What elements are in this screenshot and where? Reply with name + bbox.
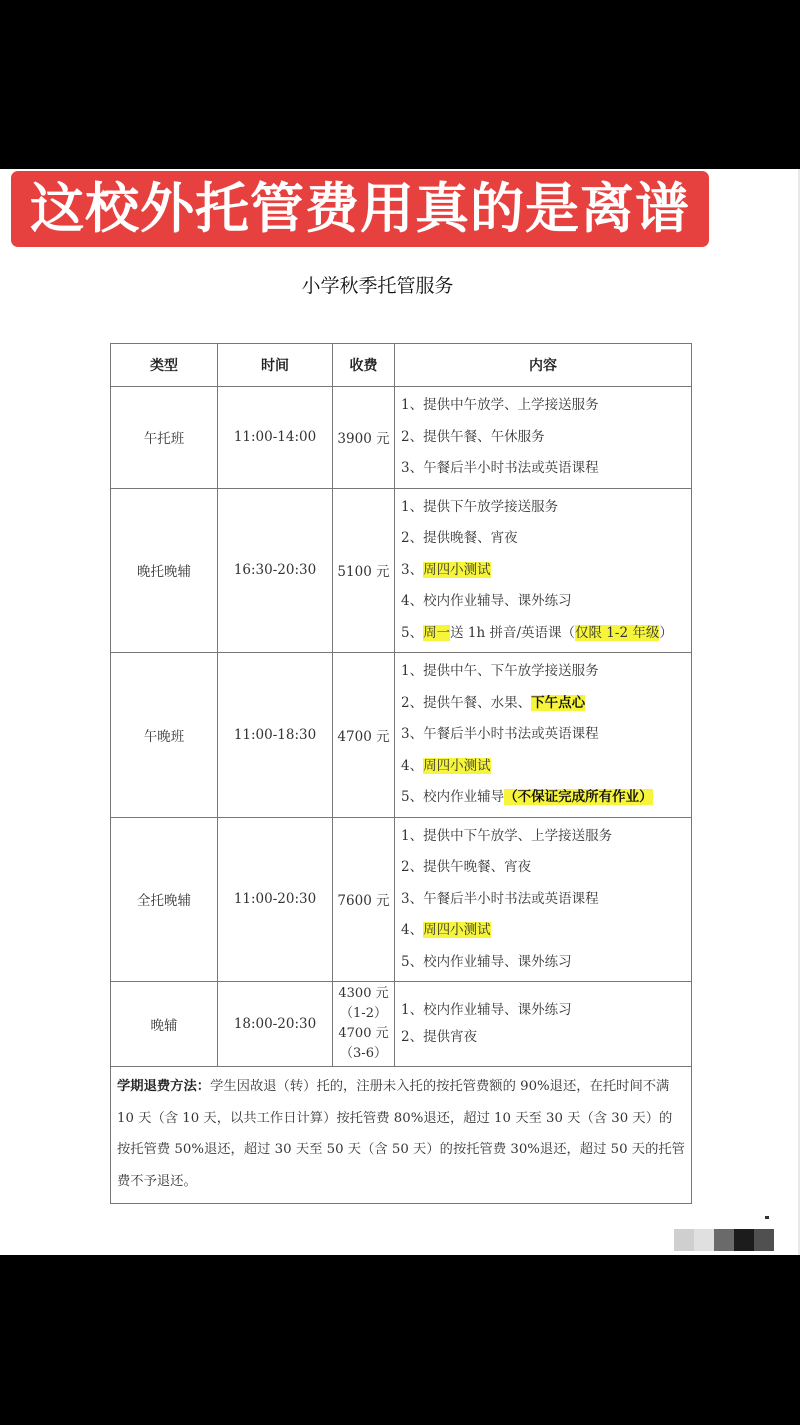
content-item: 2、提供午餐、午休服务: [401, 428, 545, 445]
content-item: 5、周一送 1h 拼音/英语课（仅限 1-2 年级）: [401, 624, 673, 641]
content-item: 3、周四小测试: [401, 561, 491, 578]
highlighted-text: 周四小测试: [423, 757, 491, 774]
content-item: 1、提供下午放学接送服务: [401, 498, 559, 515]
cell-fee: 4300 元 （1-2） 4700 元 （3-6）: [333, 982, 395, 1067]
fee-table: [110, 343, 692, 1204]
table-row: [111, 653, 692, 818]
content-item: 1、提供中午、下午放学接送服务: [401, 663, 599, 679]
table-row: [111, 488, 692, 653]
content-item: 3、午餐后半小时书法或英语课程: [401, 726, 599, 742]
watermark-block: [754, 1229, 774, 1251]
document-title: 小学秋季托管服务: [301, 275, 454, 297]
policy-label: 学期退费方法：: [117, 1079, 211, 1094]
content-item: 1、提供中下午放学、上学接送服务: [401, 827, 613, 844]
cell-time: 18:00-20:30: [218, 982, 333, 1067]
cell-content: [395, 982, 692, 1067]
cell-fee: 5100 元: [333, 488, 395, 653]
content-item: 4、周四小测试: [401, 757, 491, 774]
cell-fee: 7600 元: [333, 817, 395, 982]
cell-time: 11:00-18:30: [218, 653, 333, 818]
table-row: [111, 817, 692, 982]
content-item: 4、校内作业辅导、课外练习: [401, 593, 572, 609]
watermark-block: [734, 1229, 754, 1251]
content-item: 1、校内作业辅导、课外练习: [401, 1002, 572, 1018]
cell-content: [395, 387, 692, 489]
refund-policy: [111, 1067, 692, 1204]
table-row: [111, 387, 692, 489]
cell-type: 午托班: [111, 387, 218, 489]
highlighted-text: 仅限 1-2 年级: [575, 624, 660, 641]
content-item: 5、校内作业辅导、课外练习: [401, 953, 572, 970]
highlighted-text: 周一: [423, 624, 451, 641]
content-item: 2、提供午餐、水果、下午点心: [401, 694, 586, 711]
banner-text: 这校外托管费用真的是离谱: [30, 177, 690, 240]
highlighted-text: 周四小测试: [423, 561, 491, 578]
watermark-block: [674, 1229, 694, 1251]
content-item: 5、校内作业辅导（不保证完成所有作业）: [401, 789, 653, 805]
cell-type: 晚辅: [111, 982, 218, 1067]
cell-content: [395, 488, 692, 653]
content-item: 1、提供中午放学、上学接送服务: [401, 397, 599, 413]
watermark-block: [694, 1229, 714, 1251]
cell-type: 午晚班: [111, 653, 218, 818]
cell-content: [395, 817, 692, 982]
cell-time: 11:00-14:00: [218, 387, 333, 489]
cell-type: 晚托晚辅: [111, 488, 218, 653]
content-item: 2、提供宵夜: [401, 1029, 478, 1045]
content-item: 2、提供午晚餐、宵夜: [401, 859, 532, 875]
cell-time: 11:00-20:30: [218, 817, 333, 982]
header-type: 类型: [111, 344, 218, 387]
policy-text: 学生因故退（转）托的，注册未入托的按托管费额的 90%退还，在托时间不满 10 天（含 10 天，以共工作日计算）按托管费 80%退还，超过 10 天至 30 天（含 30 天）的按托管费 50%退还，超过 30 天至 50 天（含 50 天）的按托管费 30%退还，超过 50 天的托管费不予退还。: [117, 1079, 685, 1189]
highlighted-text: 周四小测试: [423, 922, 491, 938]
content-item: 2、提供晚餐、宵夜: [401, 530, 518, 546]
cell-content: [395, 653, 692, 818]
cell-time: 16:30-20:30: [218, 488, 333, 653]
table-header-row: [111, 344, 692, 387]
content-item: 3、午餐后半小时书法或英语课程: [401, 890, 599, 907]
highlighted-text: 下午点心: [531, 694, 586, 711]
blurred-watermark: [674, 1229, 774, 1251]
header-fee: 收费: [333, 344, 395, 387]
header-time: 时间: [218, 344, 333, 387]
watermark-mark: [765, 1216, 769, 1219]
header-content: 内容: [395, 344, 692, 387]
watermark-block: [714, 1229, 734, 1251]
table-row: [111, 982, 692, 1067]
refund-policy-row: [111, 1067, 692, 1204]
highlighted-text: （不保证完成所有作业）: [504, 789, 653, 805]
title-banner: [11, 171, 709, 247]
cell-type: 全托晚辅: [111, 817, 218, 982]
content-item: 3、午餐后半小时书法或英语课程: [401, 460, 599, 476]
cell-fee: 4700 元: [333, 653, 395, 818]
content-item: 4、周四小测试: [401, 922, 491, 938]
document-page: [0, 169, 800, 1255]
cell-fee: 3900 元: [333, 387, 395, 489]
